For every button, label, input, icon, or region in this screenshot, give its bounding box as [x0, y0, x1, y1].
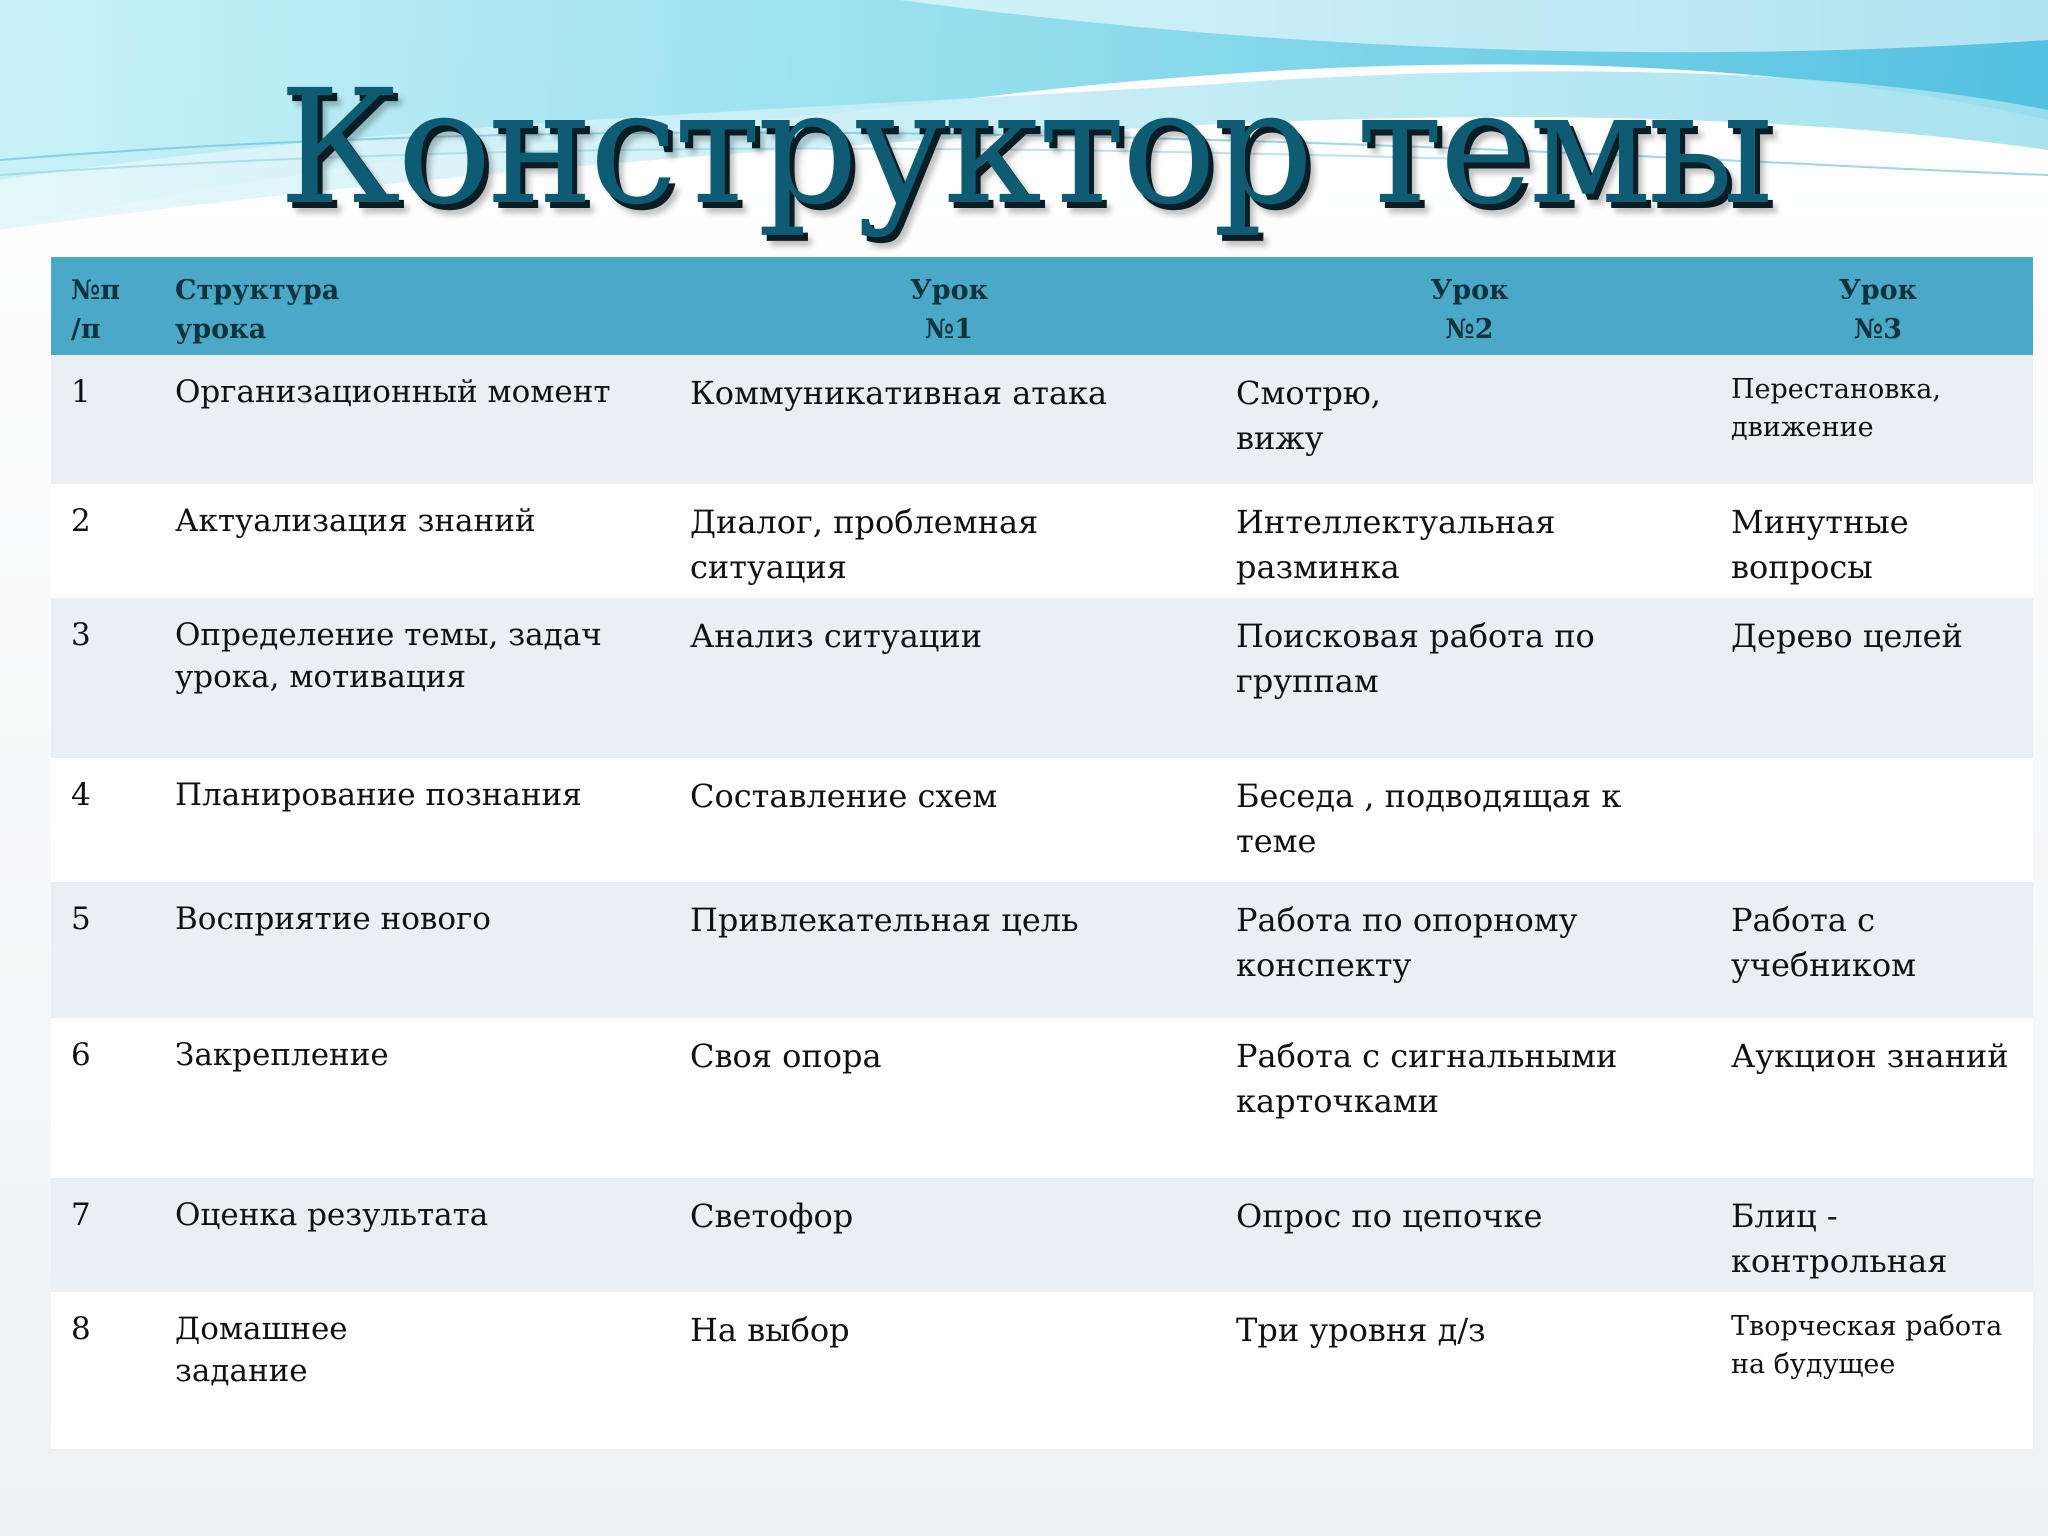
table-row [51, 598, 2033, 758]
lesson-step: Определение темы, задач урока, мотивация [175, 617, 602, 695]
lesson-3-cell: Творческая работа на будущее [1731, 1311, 2003, 1380]
lesson-1-cell: Своя опора [690, 1037, 882, 1075]
row-number: 4 [71, 777, 91, 813]
lesson-3-cell: Блиц - контрольная [1731, 1197, 1948, 1280]
lesson-2-cell: Поисковая работа по группам [1236, 617, 1595, 700]
lesson-2-cell: Смотрю, вижу [1236, 374, 1381, 457]
table-header-row [51, 257, 2033, 355]
lesson-step: Актуализация знаний [175, 503, 536, 539]
row-number: 8 [71, 1311, 91, 1347]
lesson-2-cell: Три уровня д/з [1236, 1311, 1486, 1349]
lesson-2-cell: Работа по опорному конспекту [1236, 901, 1578, 984]
lesson-step: Домашнее задание [175, 1311, 348, 1389]
lesson-step: Планирование познания [175, 777, 582, 813]
lesson-2-cell: Опрос по цепочке [1236, 1197, 1543, 1235]
row-number: 6 [71, 1037, 91, 1073]
lesson-table [51, 257, 2033, 1444]
table-row [51, 1018, 2033, 1178]
lesson-3-cell: Дерево целей [1731, 617, 1963, 655]
header-lesson-1: Урок №1 [909, 275, 989, 345]
lesson-1-cell: Коммуникативная атака [690, 374, 1108, 412]
lesson-2-cell: Беседа , подводящая к теме [1236, 777, 1622, 860]
lesson-2-cell: Работа с сигнальными карточками [1236, 1037, 1618, 1120]
lesson-3-cell: Аукцион знаний [1731, 1037, 2009, 1075]
lesson-3-cell: Работа с учебником [1731, 901, 1916, 984]
page-title: Конструктор темы [278, 56, 1770, 240]
table-row [51, 1178, 2033, 1292]
lesson-1-cell: Анализ ситуации [690, 617, 983, 655]
lesson-step: Восприятие нового [175, 901, 491, 937]
table-row [51, 882, 2033, 1018]
row-number: 1 [71, 374, 91, 410]
lesson-step: Оценка результата [175, 1197, 489, 1233]
header-structure: Структура урока [175, 275, 340, 345]
lesson-3-cell: Минутные вопросы [1731, 503, 1909, 586]
lesson-2-cell: Интеллектуальная разминка [1236, 503, 1556, 586]
header-lesson-3: Урок №3 [1838, 275, 1918, 345]
row-number: 3 [71, 617, 91, 653]
table-row [51, 484, 2033, 598]
lesson-1-cell: Привлекательная цель [690, 901, 1079, 939]
lesson-table-container [51, 257, 2033, 1449]
lesson-step: Организационный момент [175, 374, 611, 410]
lesson-1-cell: Светофор [690, 1197, 854, 1235]
table-row [51, 1292, 2033, 1444]
lesson-3-cell: Перестановка, движение [1731, 374, 1941, 443]
lesson-1-cell: На выбор [690, 1311, 850, 1349]
row-number: 5 [71, 901, 91, 937]
table-row [51, 355, 2033, 484]
lesson-step: Закрепление [175, 1037, 389, 1073]
lesson-1-cell: Составление схем [690, 777, 998, 815]
row-number: 7 [71, 1197, 91, 1233]
header-num: №п /п [71, 275, 121, 345]
lesson-1-cell: Диалог, проблемная ситуация [690, 503, 1039, 586]
header-lesson-2: Урок №2 [1430, 275, 1509, 345]
row-number: 2 [71, 503, 91, 539]
table-row [51, 758, 2033, 882]
lesson-3-cell [1711, 758, 2033, 882]
